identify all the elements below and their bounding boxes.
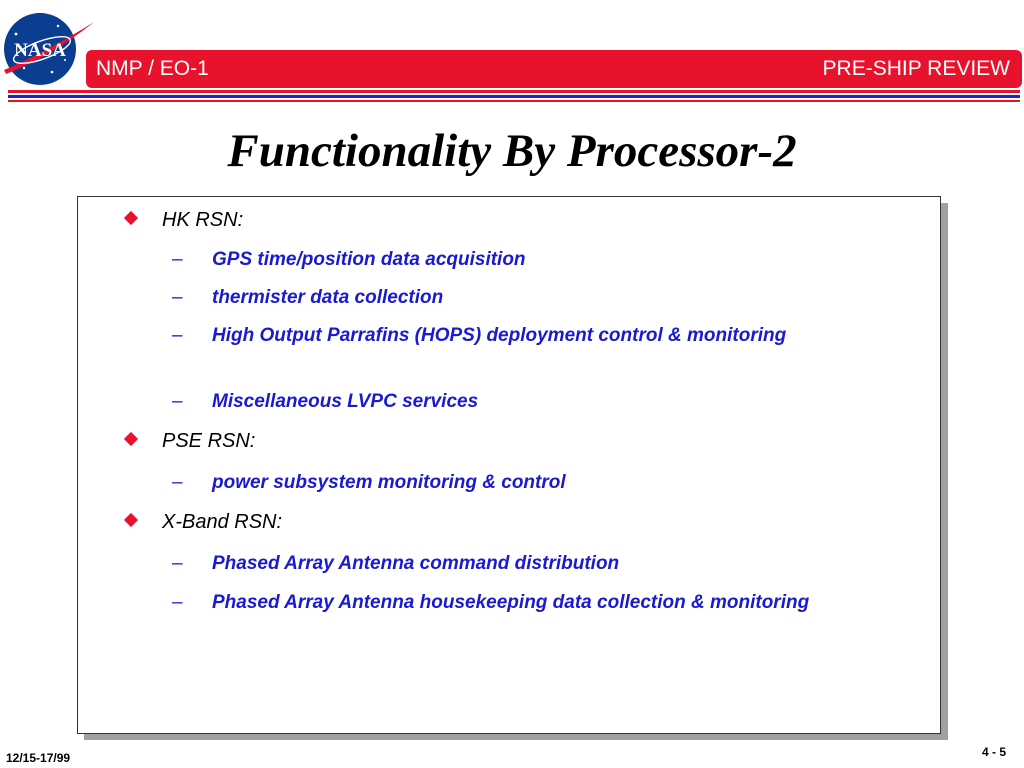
section-hk-rsn [162, 209, 243, 231]
section-label: HK RSN: [162, 209, 244, 231]
dash-icon: – [172, 249, 183, 270]
list-item [172, 551, 812, 576]
red-diamond-bullet-icon [124, 432, 138, 446]
list-item [172, 285, 812, 310]
dash-icon: – [172, 553, 183, 574]
dash-icon: – [172, 472, 183, 493]
nasa-logo-text: NASA [14, 40, 66, 61]
header-rule-red-bottom [8, 100, 1020, 102]
list-item-text: Phased Array Antenna command distribution [212, 553, 620, 574]
footer-date: 12/15-17/99 [6, 751, 71, 765]
header-rule-red-top [8, 90, 1020, 93]
list-item [172, 247, 812, 272]
red-diamond-bullet-icon [124, 211, 138, 225]
list-item [172, 323, 812, 348]
section-label: X-Band RSN: [162, 511, 283, 533]
list-item [172, 389, 812, 414]
list-item-text: thermister data collection [212, 287, 444, 308]
slide-title: Functionality By Processor-2 [227, 125, 797, 177]
dash-icon: – [172, 287, 183, 308]
list-item-text: Phased Array Antenna housekeeping data collection & monitoring [212, 592, 810, 613]
section-x-band-rsn [162, 511, 282, 533]
header-rule-blue [8, 95, 1020, 98]
header-project: NMP / EO-1 [96, 57, 209, 80]
list-item-text: GPS time/position data acquisition [212, 249, 526, 270]
list-item-text: Miscellaneous LVPC services [212, 391, 479, 412]
list-item-text: power subsystem monitoring & control [212, 472, 566, 493]
page-number: 4 - 5 [981, 745, 1006, 759]
section-pse-rsn [162, 430, 255, 452]
red-diamond-bullet-icon [124, 513, 138, 527]
dash-icon: – [172, 325, 183, 346]
dash-icon: – [172, 592, 183, 613]
header-review: PRE-SHIP REVIEW [822, 57, 1010, 80]
list-item [172, 470, 812, 495]
nasa-logo [2, 8, 98, 88]
content-box [77, 196, 941, 734]
dash-icon: – [172, 391, 183, 412]
list-item-text: High Output Parrafins (HOPS) deployment control & monitoring [212, 325, 787, 346]
list-item [172, 590, 812, 615]
section-label: PSE RSN: [162, 430, 256, 452]
